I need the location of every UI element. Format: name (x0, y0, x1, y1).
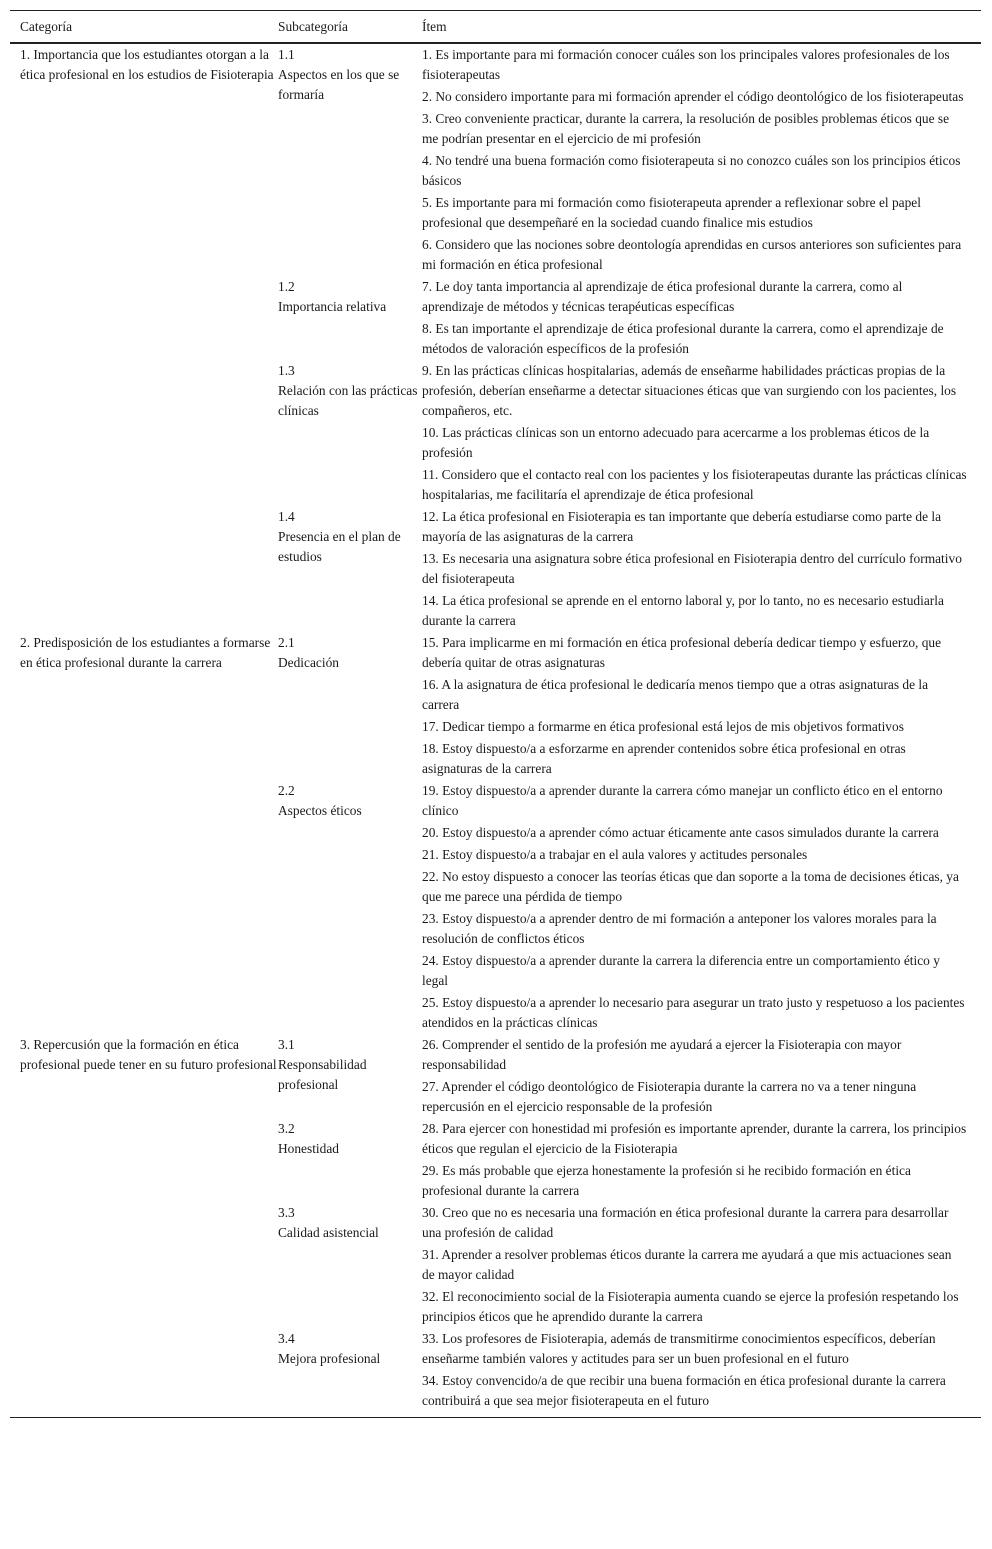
table-item: 29. Es más probable que ejerza honestamente la profesión si he recibido formación en ética profesional durante la carrera (422, 1162, 911, 1198)
subcategory-block (278, 45, 981, 277)
table-item: 10. Las prácticas clínicas son un entorno adecuado para acercarme a los problemas éticos de la profesión (422, 424, 930, 460)
items-cell (422, 1203, 981, 1329)
subcategory-number: 1.4 (278, 508, 295, 524)
category-block (10, 45, 981, 633)
table-item: 25. Estoy dispuesto/a a aprender lo necesario para asegurar un trato justo y respetuoso a los pacientes atendidos en la prácticas clínicas (422, 994, 965, 1030)
items-cell (422, 507, 981, 633)
table-item: 21. Estoy dispuesto/a a trabajar en el aula valores y actitudes personales (422, 846, 808, 862)
subcategory-label: Aspectos éticos (278, 802, 362, 818)
table-bottom-rule (10, 1417, 981, 1418)
subcategory-cell (278, 507, 422, 633)
category-label: 1. Importancia que los estudiantes otorgan a la ética profesional en los estudios de Fisioterapia (20, 46, 274, 82)
subcategory-block (278, 507, 981, 633)
table-item: 8. Es tan importante el aprendizaje de ética profesional durante la carrera, como el aprendizaje de métodos de valoración específicos de la profesión (422, 320, 944, 356)
subcategory-cell (278, 1119, 422, 1203)
category-block (10, 633, 981, 1035)
table-item: 15. Para implicarme en mi formación en ética profesional debería dedicar tiempo y esfuerzo, que debería quitar de otras asignaturas (422, 634, 942, 670)
subcategory-cell (278, 633, 422, 781)
subcategory-label: Responsabilidad profesional (278, 1056, 367, 1092)
subcategory-label: Importancia relativa (278, 298, 387, 314)
ethics-items-table (10, 10, 981, 1418)
table-item: 13. Es necesaria una asignatura sobre ética profesional en Fisioterapia dentro del currículo formativo del fisioterapeuta (422, 550, 962, 586)
category-label: 3. Repercusión que la formación en ética profesional puede tener en su futuro profesional (20, 1036, 277, 1072)
subcategory-number: 1.1 (278, 46, 295, 62)
subcategory-block (278, 1203, 981, 1329)
subcategory-text (278, 1119, 422, 1159)
subcategory-block (278, 1329, 981, 1413)
subcategory-label: Dedicación (278, 654, 339, 670)
subcategory-cell (278, 781, 422, 1035)
table-item: 24. Estoy dispuesto/a a aprender durante la carrera la diferencia entre un comportamiento ético y legal (422, 952, 940, 988)
subcategory-text (278, 277, 422, 317)
category-cell (10, 633, 278, 1035)
table-item: 12. La ética profesional en Fisioterapia es tan importante que debería estudiarse como parte de la mayoría de las asignaturas de la carrera (422, 508, 942, 544)
subcategory-number: 2.1 (278, 634, 295, 650)
items-cell (422, 361, 981, 507)
subcategory-cell (278, 45, 422, 277)
subcategory-number: 3.2 (278, 1120, 295, 1136)
subcategory-cell (278, 277, 422, 361)
subcategory-text (278, 633, 422, 673)
subcategory-number: 3.3 (278, 1204, 295, 1220)
table-item: 14. La ética profesional se aprende en el entorno laboral y, por lo tanto, no es necesario estudiarla durante la carrera (422, 592, 944, 628)
table-item: 27. Aprender el código deontológico de Fisioterapia durante la carrera no va a tener ninguna repercusión en el ejercicio responsable de la profesión (422, 1078, 917, 1114)
table-item: 3. Creo conveniente practicar, durante la carrera, la resolución de posibles problemas éticos que se me podrían presentar en el ejercicio de mi profesión (422, 110, 950, 146)
subcategory-block (278, 277, 981, 361)
table-item: 7. Le doy tanta importancia al aprendizaje de ética profesional durante la carrera, como al aprendizaje de métodos y técnicas terapéuticas específicas (422, 278, 903, 314)
subcategory-number: 3.4 (278, 1330, 295, 1346)
table-item: 22. No estoy dispuesto a conocer las teorías éticas que dan soporte a la toma de decisiones éticas, ya que me parece una pérdida de tiempo (422, 868, 959, 904)
subcategory-block (278, 1035, 981, 1119)
table-item: 26. Comprender el sentido de la profesión me ayudará a ejercer la Fisioterapia con mayor responsabilidad (422, 1036, 902, 1072)
items-cell (422, 1035, 981, 1119)
subcategory-label: Aspectos en los que se formaría (278, 66, 400, 102)
table-item: 32. El reconocimiento social de la Fisioterapia aumenta cuando se ejerce la profesión respetando los principios éticos que he aprendido durante la carrera (422, 1288, 959, 1324)
subcategory-cell (278, 361, 422, 507)
subcategory-block (278, 1119, 981, 1203)
table-header-row (10, 11, 981, 42)
subcategory-group (278, 1035, 981, 1413)
table-item: 19. Estoy dispuesto/a a aprender durante la carrera cómo manejar un conflicto ético en el entorno clínico (422, 782, 943, 818)
table-item: 1. Es importante para mi formación conocer cuáles son los principales valores profesionales de los fisioterapeutas (422, 46, 950, 82)
header-subcategory: Subcategoría (278, 19, 348, 34)
subcategory-label: Honestidad (278, 1140, 339, 1156)
table-item: 30. Creo que no es necesaria una formación en ética profesional durante la carrera para desarrollar una profesión de calidad (422, 1204, 949, 1240)
subcategory-text (278, 1203, 422, 1243)
subcategory-text (278, 1035, 422, 1095)
subcategory-text (278, 361, 422, 421)
header-category: Categoría (20, 19, 73, 34)
subcategory-cell (278, 1035, 422, 1119)
category-block (10, 1035, 981, 1413)
table-item: 11. Considero que el contacto real con los pacientes y los fisioterapeutas durante las prácticas clínicas hospitalarias, me facilitaría el aprendizaje de ética profesional (422, 466, 967, 502)
category-cell (10, 1035, 278, 1413)
table-item: 16. A la asignatura de ética profesional le dedicaría menos tiempo que a otras asignaturas de la carrera (422, 676, 929, 712)
category-cell (10, 45, 278, 633)
items-cell (422, 781, 981, 1035)
items-cell (422, 1119, 981, 1203)
subcategory-label: Relación con las prácticas clínicas (278, 382, 418, 418)
subcategory-group (278, 45, 981, 633)
items-cell (422, 277, 981, 361)
subcategory-label: Mejora profesional (278, 1350, 381, 1366)
subcategory-number: 2.2 (278, 782, 295, 798)
subcategory-number: 1.2 (278, 278, 295, 294)
subcategory-number: 3.1 (278, 1036, 295, 1052)
table-item: 28. Para ejercer con honestidad mi profesión es importante aprender, durante la carrera, los principios éticos que regulan el ejercicio de la Fisioterapia (422, 1120, 967, 1156)
items-cell (422, 1329, 981, 1413)
table-item: 31. Aprender a resolver problemas éticos durante la carrera me ayudará a que mis actuaciones sean de mayor calidad (422, 1246, 952, 1282)
subcategory-text (278, 1329, 422, 1369)
items-cell (422, 45, 981, 277)
subcategory-number: 1.3 (278, 362, 295, 378)
subcategory-block (278, 633, 981, 781)
table-item: 18. Estoy dispuesto/a a esforzarme en aprender contenidos sobre ética profesional en otras asignaturas de la carrera (422, 740, 906, 776)
table-item: 2. No considero importante para mi formación aprender el código deontológico de los fisioterapeutas (422, 88, 964, 104)
table-item: 33. Los profesores de Fisioterapia, además de transmitirme conocimientos específicos, deberían enseñarme también valores y actitudes para ser un buen profesional en el futuro (422, 1330, 936, 1366)
table-item: 5. Es importante para mi formación como fisioterapeuta aprender a reflexionar sobre el papel profesional que desempeñaré en la sociedad cuando finalice mis estudios (422, 194, 921, 230)
subcategory-text (278, 781, 422, 821)
subcategory-label: Presencia en el plan de estudios (278, 528, 401, 564)
items-cell (422, 633, 981, 781)
subcategory-block (278, 781, 981, 1035)
table-item: 23. Estoy dispuesto/a a aprender dentro de mi formación a anteponer los valores morales para la resolución de conflictos éticos (422, 910, 937, 946)
table-body (10, 44, 981, 1417)
table-item: 34. Estoy convencido/a de que recibir una buena formación en ética profesional durante la carrera contribuirá a que sea mejor fisioterapeuta en el futuro (422, 1372, 946, 1408)
table-item: 6. Considero que las nociones sobre deontología aprendidas en cursos anteriores son suficientes para mi formación en ética profesional (422, 236, 962, 272)
table-item: 17. Dedicar tiempo a formarme en ética profesional está lejos de mis objetivos formativos (422, 718, 904, 734)
table-item: 4. No tendré una buena formación como fisioterapeuta si no conozco cuáles son los principios éticos básicos (422, 152, 961, 188)
subcategory-block (278, 361, 981, 507)
subcategory-cell (278, 1329, 422, 1413)
table-item: 9. En las prácticas clínicas hospitalarias, además de enseñarme habilidades prácticas propias de la profesión, deberían enseñarme a detectar situaciones éticas que van surgiendo con los pacientes, los compañeros, etc. (422, 362, 957, 418)
subcategory-cell (278, 1203, 422, 1329)
table-item: 20. Estoy dispuesto/a a aprender cómo actuar éticamente ante casos simulados durante la carrera (422, 824, 939, 840)
subcategory-text (278, 507, 422, 567)
header-item: Ítem (422, 19, 447, 34)
subcategory-label: Calidad asistencial (278, 1224, 379, 1240)
category-label: 2. Predisposición de los estudiantes a formarse en ética profesional durante la carrera (20, 634, 271, 670)
subcategory-text (278, 45, 422, 105)
subcategory-group (278, 633, 981, 1035)
